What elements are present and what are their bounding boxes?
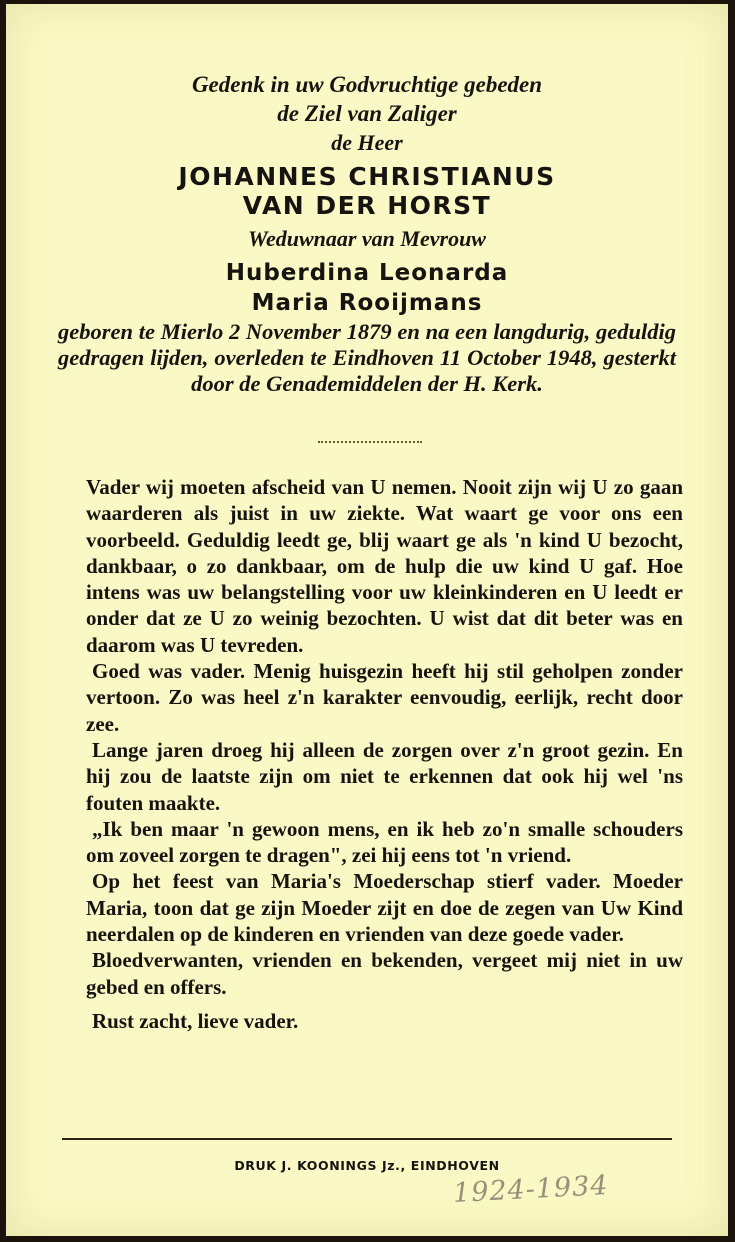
bottom-rule <box>62 1138 672 1140</box>
intro-line-1: Gedenk in uw Godvruchtige gebeden <box>191 72 543 97</box>
memorial-text <box>86 474 683 1034</box>
name-line-1: JOHANNES CHRISTIANUS <box>178 162 556 191</box>
wife-line-2: Maria Rooijmans <box>251 290 483 316</box>
paragraph: Op het feest van Maria's Moederschap stierf vader. Moeder Maria, toon dat ge zijn Moeder zijt en doe de zegen van Uw Kind neerdalen op de kinderen en vrienden van deze goede vader. <box>86 869 683 947</box>
handwritten-note: 1924-1934 <box>452 1169 610 1210</box>
closing-line: Rust zacht, lieve vader. <box>92 1008 299 1033</box>
title-heer: de Heer <box>331 130 403 155</box>
memorial-card <box>6 4 728 1236</box>
paragraph: „Ik ben maar 'n gewoon mens, en ik heb zo'n smalle schouders om zoveel zorgen te dragen", zei hij eens tot 'n vriend. <box>86 816 683 868</box>
intro-text <box>6 70 728 128</box>
intro-line-2: de Ziel van Zaliger <box>277 101 457 126</box>
paragraph: Goed was vader. Menig huisgezin heeft hij stil geholpen zonder vertoon. Zo was heel z'n karakter eenvoudig, eerlijk, recht door zee. <box>86 659 683 736</box>
wife-line-1: Huberdina Leonarda <box>225 260 509 286</box>
paragraph: Lange jaren droeg hij alleen de zorgen over z'n groot gezin. En hij zou de laatste zijn om niet te erkennen dat ook hij wel 'ns fouten maakte. <box>86 737 683 815</box>
ornament-divider <box>318 441 422 443</box>
paragraph: Vader wij moeten afscheid van U nemen. Nooit zijn wij U zo gaan waarderen als juist in uw ziekte. Wat waart ge voor ons een voorbeeld. Geduldig leedt ge, blij waart ge als 'n kind U bezocht, dankbaar, o zo dankbaar, om de hulp die uw kind U gaf. Hoe intens was uw belangstelling voor uw kleinkinderen en U leedt er onder dat ze U zo weinig bezochten. U wist dat dit beter was en daarom was U tevreden. <box>86 475 683 657</box>
printer-credit: DRUK J. KOONINGS Jz., EINDHOVEN <box>234 1158 500 1173</box>
deceased-name <box>6 162 728 220</box>
wife-name <box>6 258 728 318</box>
birth-death-text: geboren te Mierlo 2 November 1879 en na een langdurig, geduldig gedragen lijden, overleden te Eindhoven 11 October 1948, gesterkt door de Genademiddelen der H. Kerk. <box>58 319 676 396</box>
name-line-2: VAN DER HORST <box>242 191 492 220</box>
paragraph: Bloedverwanten, vrienden en bekenden, vergeet mij niet in uw gebed en offers. <box>86 948 683 999</box>
widow-line: Weduwnaar van Mevrouw <box>248 226 486 251</box>
